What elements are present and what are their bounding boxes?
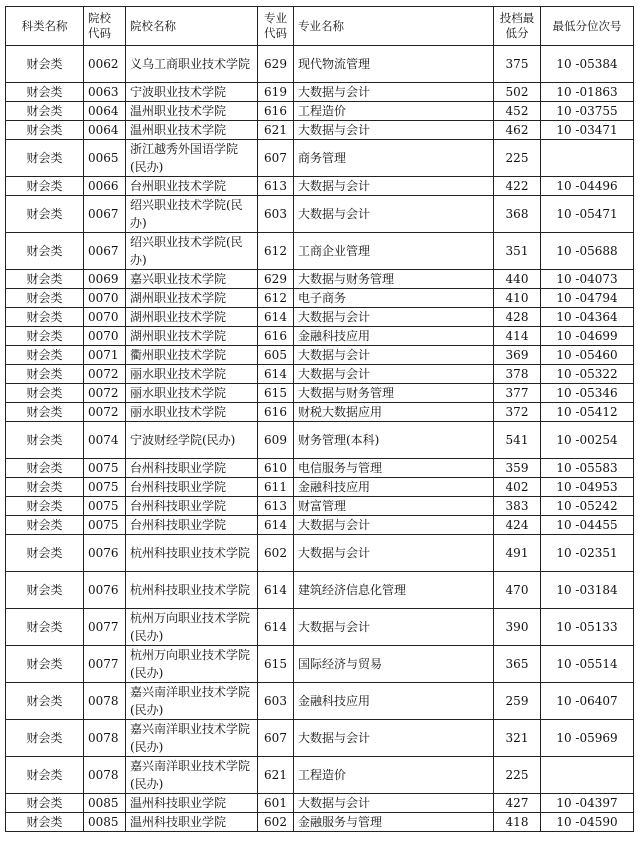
table-row — [6, 535, 634, 572]
table-row — [6, 121, 634, 140]
cell-min-rank: 10 -03184 — [541, 572, 634, 609]
cell-category: 财会类 — [6, 403, 84, 422]
cell-min-rank: 10 -05412 — [541, 403, 634, 422]
cell-school-code: 0067 — [84, 233, 126, 270]
header-major-code: 专业代码 — [258, 7, 294, 46]
cell-school-name: 丽水职业技术学院 — [126, 384, 258, 403]
cell-major-code: 614 — [258, 609, 294, 646]
cell-min-rank: 10 -04364 — [541, 308, 634, 327]
cell-min-score: 424 — [494, 516, 541, 535]
cell-major-code: 611 — [258, 478, 294, 497]
admission-score-table — [5, 6, 634, 832]
header-major-name: 专业名称 — [294, 7, 494, 46]
cell-major-name: 金融服务与管理 — [294, 813, 494, 832]
cell-school-name: 台州职业技术学院 — [126, 177, 258, 196]
cell-min-score: 259 — [494, 683, 541, 720]
cell-min-rank: 10 -03755 — [541, 102, 634, 121]
cell-min-rank: 10 -05583 — [541, 459, 634, 478]
cell-major-name: 大数据与会计 — [294, 196, 494, 233]
table-row — [6, 384, 634, 403]
cell-major-name: 大数据与会计 — [294, 609, 494, 646]
cell-school-code: 0067 — [84, 196, 126, 233]
table-row — [6, 270, 634, 289]
table-row — [6, 289, 634, 308]
table-row — [6, 646, 634, 683]
cell-major-name: 建筑经济信息化管理 — [294, 572, 494, 609]
header-min-rank: 最低分位次号 — [541, 7, 634, 46]
header-min-score: 投档最低分 — [494, 7, 541, 46]
cell-category: 财会类 — [6, 233, 84, 270]
cell-min-score: 369 — [494, 346, 541, 365]
cell-min-rank: 10 -04794 — [541, 289, 634, 308]
cell-school-code: 0078 — [84, 720, 126, 757]
cell-school-code: 0075 — [84, 497, 126, 516]
cell-min-score: 375 — [494, 46, 541, 83]
cell-min-rank: 10 -04953 — [541, 478, 634, 497]
cell-major-name: 大数据与会计 — [294, 346, 494, 365]
cell-major-code: 601 — [258, 794, 294, 813]
cell-school-code: 0071 — [84, 346, 126, 365]
cell-school-code: 0076 — [84, 535, 126, 572]
cell-min-rank: 10 -05969 — [541, 720, 634, 757]
cell-min-score: 377 — [494, 384, 541, 403]
cell-min-rank: 10 -04073 — [541, 270, 634, 289]
table-row — [6, 497, 634, 516]
cell-school-code: 0066 — [84, 177, 126, 196]
cell-major-name: 大数据与会计 — [294, 794, 494, 813]
cell-min-score: 225 — [494, 757, 541, 794]
cell-school-name: 绍兴职业技术学院(民办) — [126, 196, 258, 233]
cell-major-name: 金融科技应用 — [294, 683, 494, 720]
cell-min-rank — [541, 757, 634, 794]
cell-min-score: 440 — [494, 270, 541, 289]
cell-school-code: 0064 — [84, 102, 126, 121]
cell-major-code: 629 — [258, 46, 294, 83]
cell-school-code: 0070 — [84, 327, 126, 346]
cell-major-name: 大数据与会计 — [294, 516, 494, 535]
cell-min-score: 452 — [494, 102, 541, 121]
cell-school-name: 嘉兴职业技术学院 — [126, 270, 258, 289]
cell-school-code: 0065 — [84, 140, 126, 177]
cell-major-name: 大数据与会计 — [294, 121, 494, 140]
cell-school-name: 温州职业技术学院 — [126, 102, 258, 121]
cell-major-code: 612 — [258, 289, 294, 308]
cell-major-code: 613 — [258, 497, 294, 516]
cell-major-name: 工程造价 — [294, 757, 494, 794]
cell-school-name: 宁波职业技术学院 — [126, 83, 258, 102]
table-body — [6, 46, 634, 832]
cell-category: 财会类 — [6, 289, 84, 308]
cell-min-rank: 10 -04455 — [541, 516, 634, 535]
table-row — [6, 516, 634, 535]
cell-min-rank: 10 -03471 — [541, 121, 634, 140]
cell-school-code: 0074 — [84, 422, 126, 459]
cell-school-name: 台州科技职业学院 — [126, 459, 258, 478]
cell-category: 财会类 — [6, 196, 84, 233]
cell-min-rank: 10 -06407 — [541, 683, 634, 720]
cell-school-code: 0063 — [84, 83, 126, 102]
cell-min-score: 383 — [494, 497, 541, 516]
cell-major-name: 现代物流管理 — [294, 46, 494, 83]
cell-min-rank: 10 -05133 — [541, 609, 634, 646]
cell-school-code: 0064 — [84, 121, 126, 140]
cell-major-code: 607 — [258, 720, 294, 757]
cell-major-name: 工程造价 — [294, 102, 494, 121]
cell-category: 财会类 — [6, 46, 84, 83]
cell-major-code: 616 — [258, 327, 294, 346]
cell-school-name: 温州职业技术学院 — [126, 121, 258, 140]
cell-major-code: 616 — [258, 403, 294, 422]
cell-major-code: 616 — [258, 102, 294, 121]
cell-major-code: 619 — [258, 83, 294, 102]
cell-school-name: 杭州科技职业技术学院 — [126, 535, 258, 572]
cell-min-score: 402 — [494, 478, 541, 497]
cell-min-rank: 10 -05471 — [541, 196, 634, 233]
cell-min-score: 368 — [494, 196, 541, 233]
table-header-row — [6, 7, 634, 46]
cell-major-name: 电信服务与管理 — [294, 459, 494, 478]
cell-category: 财会类 — [6, 646, 84, 683]
cell-category: 财会类 — [6, 572, 84, 609]
cell-min-score: 390 — [494, 609, 541, 646]
cell-min-rank: 10 -05322 — [541, 365, 634, 384]
cell-category: 财会类 — [6, 516, 84, 535]
cell-major-name: 大数据与会计 — [294, 308, 494, 327]
cell-category: 财会类 — [6, 720, 84, 757]
cell-school-name: 湖州职业技术学院 — [126, 289, 258, 308]
table-row — [6, 177, 634, 196]
cell-major-code: 614 — [258, 365, 294, 384]
cell-min-score: 422 — [494, 177, 541, 196]
cell-category: 财会类 — [6, 83, 84, 102]
cell-min-score: 372 — [494, 403, 541, 422]
cell-min-score: 351 — [494, 233, 541, 270]
table-row — [6, 757, 634, 794]
table-row — [6, 720, 634, 757]
cell-min-score: 414 — [494, 327, 541, 346]
cell-school-name: 台州科技职业学院 — [126, 478, 258, 497]
cell-major-code: 614 — [258, 572, 294, 609]
cell-major-name: 电子商务 — [294, 289, 494, 308]
cell-school-name: 嘉兴南洋职业技术学院(民办) — [126, 683, 258, 720]
table-row — [6, 46, 634, 83]
cell-category: 财会类 — [6, 140, 84, 177]
cell-school-code: 0076 — [84, 572, 126, 609]
cell-school-name: 丽水职业技术学院 — [126, 365, 258, 384]
cell-major-code: 613 — [258, 177, 294, 196]
cell-min-score: 378 — [494, 365, 541, 384]
cell-min-score: 321 — [494, 720, 541, 757]
cell-min-score: 427 — [494, 794, 541, 813]
cell-school-code: 0075 — [84, 459, 126, 478]
cell-major-code: 615 — [258, 646, 294, 683]
cell-category: 财会类 — [6, 384, 84, 403]
cell-school-name: 杭州科技职业技术学院 — [126, 572, 258, 609]
cell-school-code: 0070 — [84, 289, 126, 308]
table-row — [6, 233, 634, 270]
table-row — [6, 422, 634, 459]
table-row — [6, 794, 634, 813]
cell-school-name: 杭州万向职业技术学院(民办) — [126, 646, 258, 683]
cell-major-code: 621 — [258, 757, 294, 794]
cell-major-name: 财税大数据应用 — [294, 403, 494, 422]
cell-min-score: 225 — [494, 140, 541, 177]
cell-min-score: 462 — [494, 121, 541, 140]
cell-category: 财会类 — [6, 535, 84, 572]
cell-min-score: 418 — [494, 813, 541, 832]
cell-major-code: 629 — [258, 270, 294, 289]
table-row — [6, 683, 634, 720]
header-category: 科类名称 — [6, 7, 84, 46]
cell-major-code: 603 — [258, 683, 294, 720]
cell-min-rank: 10 -02351 — [541, 535, 634, 572]
cell-category: 财会类 — [6, 121, 84, 140]
cell-school-name: 宁波财经学院(民办) — [126, 422, 258, 459]
cell-major-code: 621 — [258, 121, 294, 140]
cell-major-name: 大数据与会计 — [294, 177, 494, 196]
cell-category: 财会类 — [6, 478, 84, 497]
cell-major-code: 614 — [258, 516, 294, 535]
cell-major-name: 大数据与会计 — [294, 720, 494, 757]
cell-min-score: 410 — [494, 289, 541, 308]
cell-min-score: 365 — [494, 646, 541, 683]
cell-category: 财会类 — [6, 346, 84, 365]
cell-major-name: 大数据与会计 — [294, 83, 494, 102]
table-row — [6, 83, 634, 102]
cell-major-code: 607 — [258, 140, 294, 177]
cell-school-code: 0077 — [84, 646, 126, 683]
table-row — [6, 572, 634, 609]
cell-category: 财会类 — [6, 757, 84, 794]
cell-school-code: 0078 — [84, 683, 126, 720]
cell-min-rank: 10 -04590 — [541, 813, 634, 832]
table-row — [6, 478, 634, 497]
cell-school-name: 杭州万向职业技术学院(民办) — [126, 609, 258, 646]
cell-min-rank: 10 -05242 — [541, 497, 634, 516]
cell-min-rank: 10 -05460 — [541, 346, 634, 365]
cell-school-code: 0085 — [84, 794, 126, 813]
cell-category: 财会类 — [6, 459, 84, 478]
cell-school-name: 温州科技职业学院 — [126, 813, 258, 832]
cell-major-name: 大数据与财务管理 — [294, 384, 494, 403]
cell-school-name: 浙江越秀外国语学院(民办) — [126, 140, 258, 177]
cell-school-code: 0085 — [84, 813, 126, 832]
cell-min-rank: 10 -05346 — [541, 384, 634, 403]
table-row — [6, 459, 634, 478]
cell-school-name: 义乌工商职业技术学院 — [126, 46, 258, 83]
cell-school-code: 0072 — [84, 403, 126, 422]
cell-min-score: 470 — [494, 572, 541, 609]
cell-school-code: 0072 — [84, 365, 126, 384]
cell-min-score: 541 — [494, 422, 541, 459]
cell-category: 财会类 — [6, 102, 84, 121]
cell-min-rank: 10 -05688 — [541, 233, 634, 270]
cell-major-code: 603 — [258, 196, 294, 233]
cell-major-name: 金融科技应用 — [294, 327, 494, 346]
cell-min-rank: 10 -01863 — [541, 83, 634, 102]
cell-major-name: 大数据与会计 — [294, 535, 494, 572]
cell-major-name: 财富管理 — [294, 497, 494, 516]
cell-school-name: 绍兴职业技术学院(民办) — [126, 233, 258, 270]
cell-school-name: 丽水职业技术学院 — [126, 403, 258, 422]
cell-school-code: 0077 — [84, 609, 126, 646]
cell-school-name: 嘉兴南洋职业技术学院(民办) — [126, 720, 258, 757]
cell-category: 财会类 — [6, 270, 84, 289]
cell-school-name: 台州科技职业学院 — [126, 497, 258, 516]
table-row — [6, 813, 634, 832]
cell-min-score: 359 — [494, 459, 541, 478]
cell-min-rank: 10 -00254 — [541, 422, 634, 459]
cell-major-code: 612 — [258, 233, 294, 270]
cell-school-code: 0075 — [84, 516, 126, 535]
cell-category: 财会类 — [6, 365, 84, 384]
cell-major-name: 财务管理(本科) — [294, 422, 494, 459]
cell-school-name: 台州科技职业学院 — [126, 516, 258, 535]
cell-major-name: 国际经济与贸易 — [294, 646, 494, 683]
cell-category: 财会类 — [6, 794, 84, 813]
cell-min-rank: 10 -05514 — [541, 646, 634, 683]
cell-min-score: 491 — [494, 535, 541, 572]
cell-school-name: 湖州职业技术学院 — [126, 327, 258, 346]
cell-school-code: 0072 — [84, 384, 126, 403]
cell-major-code: 602 — [258, 813, 294, 832]
cell-school-name: 衢州职业技术学院 — [126, 346, 258, 365]
header-school-code: 院校代码 — [84, 7, 126, 46]
table-row — [6, 346, 634, 365]
cell-major-name: 金融科技应用 — [294, 478, 494, 497]
cell-major-code: 609 — [258, 422, 294, 459]
cell-major-name: 大数据与财务管理 — [294, 270, 494, 289]
header-school-name: 院校名称 — [126, 7, 258, 46]
cell-major-code: 605 — [258, 346, 294, 365]
cell-major-name: 商务管理 — [294, 140, 494, 177]
cell-min-score: 428 — [494, 308, 541, 327]
cell-category: 财会类 — [6, 683, 84, 720]
cell-school-code: 0078 — [84, 757, 126, 794]
cell-category: 财会类 — [6, 422, 84, 459]
cell-category: 财会类 — [6, 327, 84, 346]
table-row — [6, 140, 634, 177]
cell-major-code: 602 — [258, 535, 294, 572]
cell-category: 财会类 — [6, 177, 84, 196]
cell-school-name: 嘉兴南洋职业技术学院(民办) — [126, 757, 258, 794]
cell-min-rank: 10 -04397 — [541, 794, 634, 813]
cell-min-score: 502 — [494, 83, 541, 102]
table-row — [6, 327, 634, 346]
table-row — [6, 196, 634, 233]
cell-category: 财会类 — [6, 497, 84, 516]
cell-major-name: 大数据与会计 — [294, 365, 494, 384]
cell-school-code: 0070 — [84, 308, 126, 327]
table-row — [6, 365, 634, 384]
table-row — [6, 403, 634, 422]
cell-major-code: 610 — [258, 459, 294, 478]
cell-category: 财会类 — [6, 609, 84, 646]
cell-category: 财会类 — [6, 813, 84, 832]
cell-major-name: 工商企业管理 — [294, 233, 494, 270]
table-row — [6, 102, 634, 121]
cell-school-name: 湖州职业技术学院 — [126, 308, 258, 327]
table-row — [6, 609, 634, 646]
cell-major-code: 615 — [258, 384, 294, 403]
cell-min-rank — [541, 140, 634, 177]
cell-major-code: 614 — [258, 308, 294, 327]
cell-min-rank: 10 -05384 — [541, 46, 634, 83]
cell-school-code: 0069 — [84, 270, 126, 289]
cell-category: 财会类 — [6, 308, 84, 327]
cell-school-name: 温州科技职业学院 — [126, 794, 258, 813]
cell-school-code: 0075 — [84, 478, 126, 497]
cell-min-rank: 10 -04699 — [541, 327, 634, 346]
cell-min-rank: 10 -04496 — [541, 177, 634, 196]
cell-school-code: 0062 — [84, 46, 126, 83]
table-row — [6, 308, 634, 327]
